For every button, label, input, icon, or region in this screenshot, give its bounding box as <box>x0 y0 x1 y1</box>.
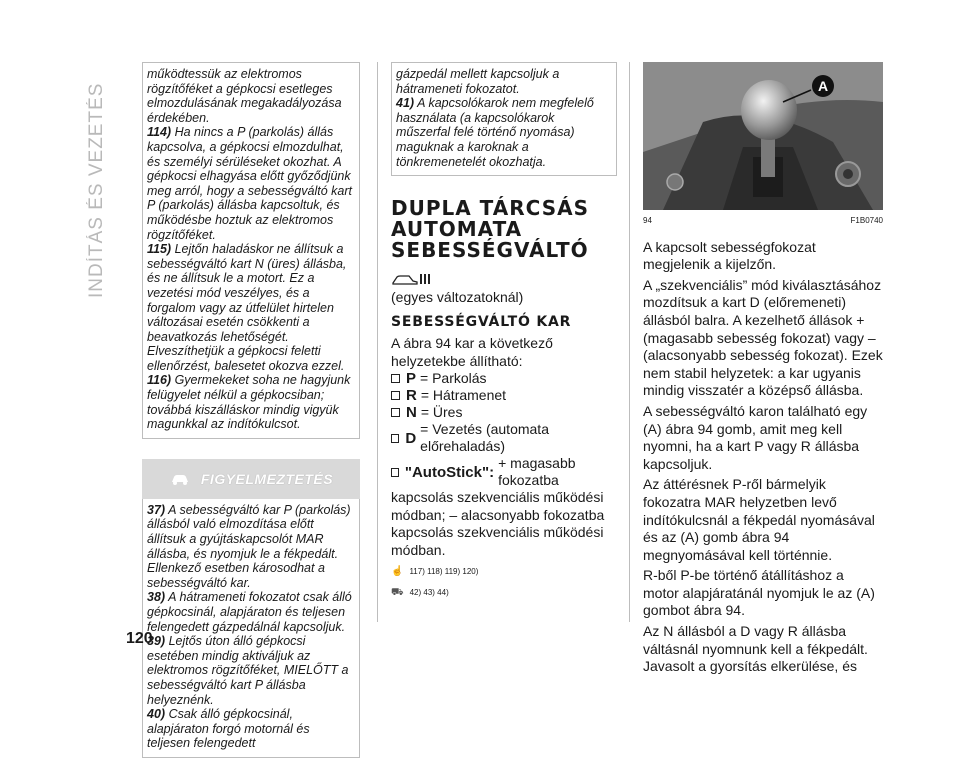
column-divider <box>377 62 378 622</box>
version-subtitle: (egyes változatoknál) <box>391 289 524 306</box>
figure-code: F1B0740 <box>850 216 883 225</box>
gear-lever-illustration <box>643 62 883 210</box>
car-version-icon <box>391 271 431 287</box>
paragraph: Az N állásból a D vagy R állásba váltásnál nyomnunk kell a fékpedált. Javasolt a gyorsítás elkerülése, és <box>643 623 868 675</box>
notes-box <box>142 62 360 439</box>
gear-position: "AutoStick": + magasabb fokozatba <box>391 455 617 489</box>
figure-number: 94 <box>643 216 652 225</box>
paragraph: A kapcsolt sebességfokozat megjelenik a kijelzőn. <box>643 238 816 273</box>
reference-row <box>391 586 617 601</box>
gear-lever-photo <box>643 62 883 210</box>
column-3 <box>643 62 883 679</box>
paragraph: A sebességváltó karon található egy (A) ábra 94 gomb, amit meg kell nyomni, ha a kart P vagy R állásba kapcsoljuk. <box>643 402 868 472</box>
reference-row <box>391 565 617 580</box>
warning-item: 39) Lejtős úton álló gépkocsi esetében mindig aktiváljuk az elektromos rögzítőféket, MIELŐTT a sebességváltó kart P állásba helyeznénk. <box>147 634 349 707</box>
note-item: 116) Gyermekeket soha ne hagyjunk felügyelet nélkül a gépkocsiban; továbbá kiszálláskor mindig vigyük magunkkal az indítókulcsot. <box>147 373 351 432</box>
warning-continued: gázpedál mellett kapcsoljuk a hátrameneti fokozatot. <box>396 67 560 96</box>
warning-item: 37) A sebességváltó kar P (parkolás) állásból való elmozdítása előtt állítsuk a gyújtáskapcsolót MAR állásba, és nyomjuk le a fékpedált. Ellenkező esetben károsodhat a sebességváltó kar. <box>147 502 351 590</box>
subsection-heading: SEBESSÉGVÁLTÓ KAR <box>391 313 572 330</box>
gear-position: P = Parkolás <box>391 370 617 387</box>
gear-position: N = Üres <box>391 404 617 421</box>
figure-caption <box>643 214 883 229</box>
reference-numbers: 117) 118) 119) 120) <box>409 567 479 577</box>
warning-header <box>142 459 360 499</box>
body-text <box>643 239 883 676</box>
car-warning-icon: ⛟ <box>391 586 404 598</box>
positions-continued: kapcsolás szekvenciális működési módban; – alacsonyabb fokozatba kapcsolás szekvenciális működési módban. <box>391 489 605 558</box>
figure-callout-label: A <box>817 78 829 94</box>
column-2 <box>391 62 617 600</box>
continued-warning-box <box>391 62 617 176</box>
warnings-box <box>142 499 360 758</box>
note-item: 114) Ha nincs a P (parkolás) állás kapcsolva, a gépkocsi elmozdulhat, és személyi sérüléseket okozhat. A gépkocsi elhagyása előtt győződjünk meg arról, hogy a sebességváltó kart P (parkolás) állásba kapcsoltuk, és működésbe hoztuk az elektromos rögzítőféket. <box>147 125 352 242</box>
warning-item: 40) Csak álló gépkocsinál, alapjáraton forgó motornál és teljesen felengedett <box>147 707 310 751</box>
warning-title: FIGYELMEZTETÉS <box>200 470 334 487</box>
gear-position: R = Hátramenet <box>391 387 617 404</box>
intro-text: működtessük az elektromos rögzítőféket a gépkocsi esetleges elmozdulásának megakadályozása érdekében. <box>147 67 342 125</box>
paragraph: R-ből P-be történő átállításhoz a motor alapjáratánál nyomjuk le az (A) gombot ábra 94. <box>643 567 875 619</box>
version-marker <box>391 271 617 287</box>
reference-numbers: 42) 43) 44) <box>409 587 449 597</box>
note-item: 115) Lejtőn haladáskor ne állítsuk a sebességváltó kart N (üres) állásba, és ne állítsuk le a motort. Ez a vezetési mód veszélyes, és a forgalom vagy az útfelület hirtelen változásai esetén csökkenti a beavatkozás lehetőségét. Elveszíthetjük a gépkocsi feletti ellenőrzést, balesetet okozva ezzel. <box>147 242 347 373</box>
chapter-side-title: INDÍTÁS ÉS VEZETÉS <box>86 82 107 298</box>
warning-item: 38) A hátrameneti fokozatot csak álló gépkocsinál, alapjáraton és teljesen felengedett gázpedálnál kapcsoljuk. <box>147 590 352 634</box>
gear-position: D = Vezetés (automata előrehaladás) <box>391 421 617 455</box>
page-number: 120 <box>126 630 153 647</box>
section-heading: DUPLA TÁRCSÁS AUTOMATA SEBESSÉGVÁLTÓ <box>391 196 589 263</box>
warning-car-icon <box>169 471 191 487</box>
column-1 <box>142 62 360 758</box>
paragraph: A „szekvenciális” mód kiválasztásához mozdítsuk a kart D (előremeneti) állásból balra. A kezelhető állások + (magasabb sebesség fokozat) vagy – (alacsonyabb sebesség fokozat). Ezek nem stabil helyzetek: a kar ugyanis mindig visszatér a középső állásba. <box>643 276 883 399</box>
column-divider <box>629 62 630 622</box>
paragraph: Az áttérésnek P-ről bármelyik fokozatra MAR helyzetben levő indítókulcsnál a fékpedál nyomásával és az (A) gomb ábra 94 megnyomásával kell történnie. <box>643 476 875 563</box>
warning-item: 41) A kapcsolókarok nem megfelelő használata (a kapcsolókarok műszerfal felé történő nyomása) maguknak a karoknak a tönkremenetelét okozhatja. <box>396 96 594 169</box>
hand-icon: ☝ <box>391 566 404 578</box>
positions-intro: A ábra 94 kar a következő helyzetekbe állítható: <box>391 335 553 369</box>
